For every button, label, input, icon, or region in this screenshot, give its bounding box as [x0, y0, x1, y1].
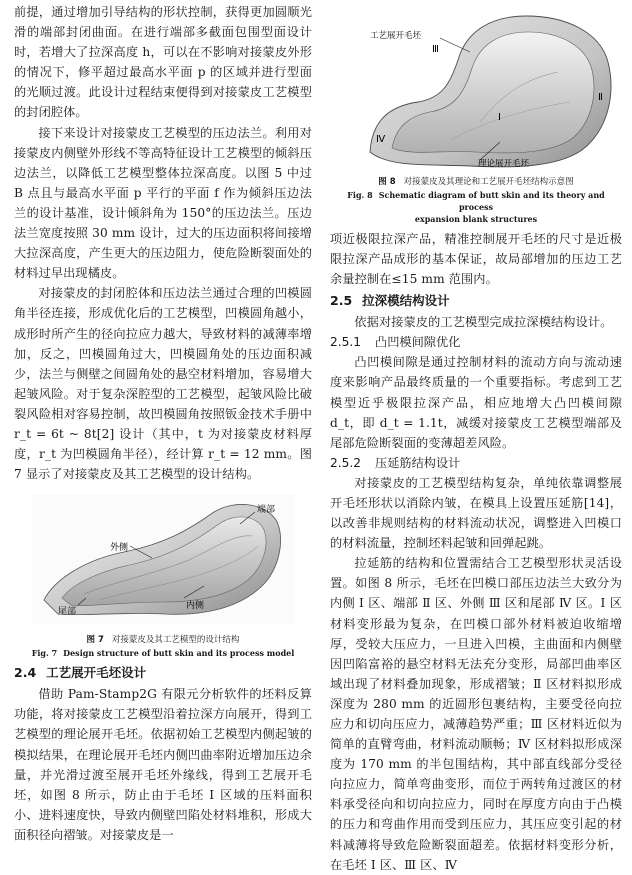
caption-text: 对接蒙皮及其理论和工艺展开毛坯结构示意图	[403, 177, 574, 187]
figure-7-caption-en	[14, 647, 312, 659]
label-inner-side: 内侧	[186, 601, 205, 612]
section-number: 2.5	[330, 293, 353, 309]
paragraph: 对接蒙皮的工艺模型结构复杂，单纯依靠调整展开毛坯形状以消除内皱，在模具上设置压延筋[14]，以改善非规则结构的材料流动状况，调整进入凹模口的材料流量，控制坯料起皱和回弹起跳。	[330, 475, 622, 551]
subsection-number: 2.5.2	[330, 455, 362, 470]
theory-blank-outline	[392, 32, 594, 153]
paragraph: 项近极限拉深产品，精准控制展开毛坯的尺寸是近极限拉深产品成形的基本保证，故局部增加的压边工艺余量控制在≤15 mm 范围内。	[330, 232, 622, 287]
label-end: 端部	[257, 505, 276, 516]
section-number: 2.4	[14, 665, 37, 681]
subsection-heading-2-5-2	[330, 453, 622, 473]
section-title: 拉深模结构设计	[362, 293, 450, 309]
region-label-1: Ⅰ	[498, 112, 501, 123]
label-tail: 尾部	[58, 607, 77, 618]
region-label-2: Ⅱ	[598, 92, 603, 103]
subsection-number: 2.5.1	[330, 335, 362, 350]
paragraph: 凸凹模间隙是通过控制材料的流动方向与流动速度来影响产品最终质量的一个重要指标。考虑到工艺模型近乎极限拉深产品，相应地增大凸凹模间隙 d_t，即 d_t = 1.1t，减缓对接蒙皮工艺模型端部及尾部危险断裂面的变薄超差风险。	[330, 355, 622, 450]
figure-8-caption-en	[330, 189, 622, 213]
subsection-title: 凸凹模间隙优化	[375, 335, 461, 350]
region-label-3: Ⅲ	[432, 44, 439, 55]
label-outer-side: 外侧	[110, 543, 129, 554]
paragraph: 拉延筋的结构和位置需结合工艺模型形状灵活设置。如图 8 所示，毛坯在凹模口部压边法兰大致分为内侧 Ⅰ 区、端部 Ⅱ 区、外侧 Ⅲ 区和尾部 Ⅳ 区。Ⅰ 区材料变形最为复杂，在凹模口部外材料被迫收缩增厚，受较大压应力，一旦进入凹模，主曲面和内侧壁因凹陷富裕的悬空材料无法充分变形，局部凹曲率区域出现了材料叠加现象，形成褶皱；Ⅱ 区材料拟形成深度为 280 mm 的近圆形包裹结构，主要受径向拉应力和切向压应力，减薄趋势严重；Ⅲ 区材料近似为简单的直臂弯曲，材料流动顺畅；Ⅳ 区材料拟形成深度为 170 mm 的半包围结构，其中部直线部分受径向拉应力，简单弯曲变形，而位于两转角过渡区的材料承受径向和切向拉应力，同时在厚度方向由于凸模的压力和弯曲作用而受到压应力，其压应变引起的材料减薄将导致危险断裂面超差。依据材料变形分析，在毛坯 Ⅰ 区、Ⅲ 区、Ⅳ	[330, 556, 622, 872]
section-heading-2-5	[330, 291, 622, 311]
paragraph: 对接蒙皮的封闭腔体和压边法兰通过合理的凹模圆角半径连接，形成优化后的工艺模型，凹模圆角越小，成形时所产生的径向拉应力越大，导致材料的减薄率增加，反之，凹模圆角过大，凹模圆角处的压边面积减少，法兰与侧壁之间圆角处的悬空材料增加，容易增大起皱风险。对于复杂深腔型的工艺模型，起皱风险比破裂风险相对容易控制，故凹模圆角按照钣金技术手册中 r_t = 6t ~ 8t[2] 设计（其中，t 为对接蒙皮材料厚度，r_t 为凹模圆角半径），经计算 r_t = 12 mm。图 7 显示了对接蒙皮及其工艺模型的设计结构。	[14, 286, 312, 482]
section-heading-2-4	[14, 663, 312, 683]
subsection-title: 压延筋结构设计	[375, 455, 461, 470]
figure-7-caption-cn	[14, 634, 312, 647]
paragraph: 接下来设计对接蒙皮工艺模型的压边法兰。利用对接蒙皮内侧壁外形线不等高特征设计工艺模型的倾斜压边法兰，以降低工艺模型整体拉深高度。以图 5 中过 B 点且与最高水平面 p 平行的平面 f 作为倾斜压边法兰的设计基准，设计倾斜角为 150°的压边法兰。压边法兰宽度按照 30 mm 设计，过大的压边面积将间接增大拉深高度，产生更大的压边阻力，使危险断裂面处的材料过早出现橘皮。	[14, 125, 312, 281]
caption-text: Design structure of butt skin and its process model	[63, 648, 295, 659]
figure-8-caption-en-line2: expansion blank structures	[414, 214, 538, 224]
section-title: 工艺展开毛坯设计	[46, 665, 147, 681]
figure-8	[330, 2, 622, 225]
caption-text: Schematic diagram of butt skin and its theory and process	[378, 190, 605, 212]
subsection-heading-2-5-1	[330, 332, 622, 352]
label-process-blank: 工艺展开毛坯	[370, 31, 422, 41]
right-column	[330, 2, 622, 875]
blank-structure-illustration	[330, 2, 622, 170]
caption-number: Fig. 8	[347, 190, 373, 200]
caption-text: 对接蒙皮及其工艺模型的设计结构	[111, 635, 240, 646]
paragraph: 前提，通过增加引导结构的形状控制，获得更加圆顺光滑的端部封闭曲面。在进行端部多截面包围型面设计时，若增大了拉深高度 h，可以在不影响对接蒙皮外形的情况下，修平超过最高水平面 p 的区域并进行型面的光顺过渡。此设计过程结束便得到对接蒙皮工艺模型的封闭腔体。	[14, 5, 312, 120]
figure-8-caption-cn	[330, 176, 622, 189]
figure-7	[14, 490, 312, 659]
caption-number: 图 8	[378, 177, 396, 187]
caption-number: Fig. 7	[31, 648, 58, 659]
paragraph: 借助 Pam-Stamp2G 有限元分析软件的坯料反算功能，将对接蒙皮工艺模型沿着拉深方向展开，得到工艺模型的理论展开毛坯。依据初始工艺模型内侧起皱的模拟结果，在理论展开毛坯内侧凹曲率附近增加压边余量，并光滑过渡至展开毛坯外缘线，得到工艺展开毛坯，如图 8 所示，防止由于毛坯 Ⅰ 区域的压料面积小、进料速度快，导致内侧壁凹陷处材料堆积，形成大面积径向褶皱。对接蒙皮是一	[14, 687, 312, 842]
caption-number: 图 7	[86, 635, 104, 646]
region-label-4: Ⅳ	[376, 134, 386, 145]
butt-skin-model-illustration	[14, 490, 312, 628]
left-column	[14, 2, 312, 845]
label-theory-blank: 理论展开毛坯	[478, 159, 530, 169]
paragraph: 依据对接蒙皮的工艺模型完成拉深模结构设计。	[354, 315, 613, 330]
